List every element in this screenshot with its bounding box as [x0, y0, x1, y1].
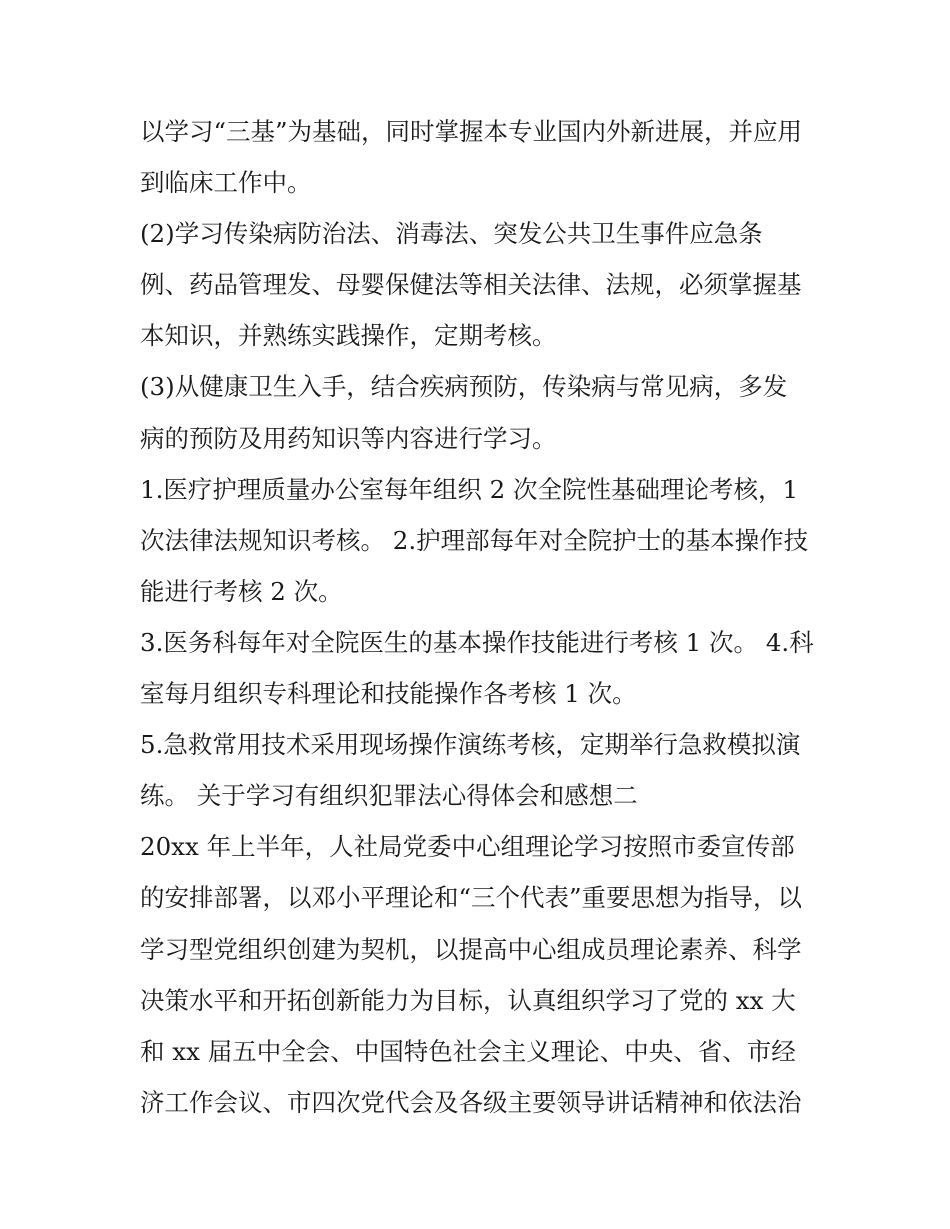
document-body — [140, 106, 830, 1128]
text-line-19: 和 xx 届五中全会、中国特色社会主义理论、中央、省、市经 — [140, 1036, 796, 1066]
text-line-9: 次法律法规知识考核。 2.护理部每年对全院护士的基本操作技 — [140, 525, 809, 555]
text-line-15: 20xx 年上半年，人社局党委中心组理论学习按照市委宣传部 — [140, 832, 795, 862]
text-line-18: 决策水平和开拓创新能力为目标，认真组织学习了党的 xx 大 — [140, 985, 796, 1015]
text-line-10: 能进行考核 2 次。 — [140, 576, 343, 606]
text-line-5: 本知识，并熟练实践操作，定期考核。 — [140, 321, 557, 351]
text-line-16: 的安排部署，以邓小平理论和“三个代表”重要思想为指导，以 — [140, 883, 803, 913]
text-line-13: 5.急救常用技术采用现场操作演练考核，定期举行急救模拟演 — [140, 730, 801, 760]
text-line-2: 到临床工作中。 — [140, 168, 312, 198]
text-line-6: (3)从健康卫生入手，结合疾病预防，传染病与常见病，多发 — [140, 372, 788, 402]
text-line-12: 室每月组织专科理论和技能操作各考核 1 次。 — [140, 679, 637, 709]
text-line-17: 学习型党组织创建为契机，以提高中心组成员理论素养、科学 — [140, 934, 802, 964]
text-line-11: 3.医务科每年对全院医生的基本操作技能进行考核 1 次。 4.科 — [140, 627, 814, 657]
text-line-3: (2)学习传染病防治法、消毒法、突发公共卫生事件应急条 — [140, 219, 763, 249]
text-line-14: 练。 关于学习有组织犯罪法心得体会和感想二 — [140, 781, 638, 811]
text-line-4: 例、药品管理发、母婴保健法等相关法律、法规，必须掌握基 — [140, 270, 802, 300]
text-line-1: 以学习“三基”为基础，同时掌握本专业国内外新进展，并应用 — [140, 117, 803, 146]
text-line-7: 病的预防及用药知识等内容进行学习。 — [140, 423, 557, 453]
text-line-8: 1.医疗护理质量办公室每年组织 2 次全院性基础理论考核，1 — [140, 474, 799, 504]
text-line-20: 济工作会议、市四次党代会及各级主要领导讲话精神和依法治 — [140, 1087, 802, 1117]
